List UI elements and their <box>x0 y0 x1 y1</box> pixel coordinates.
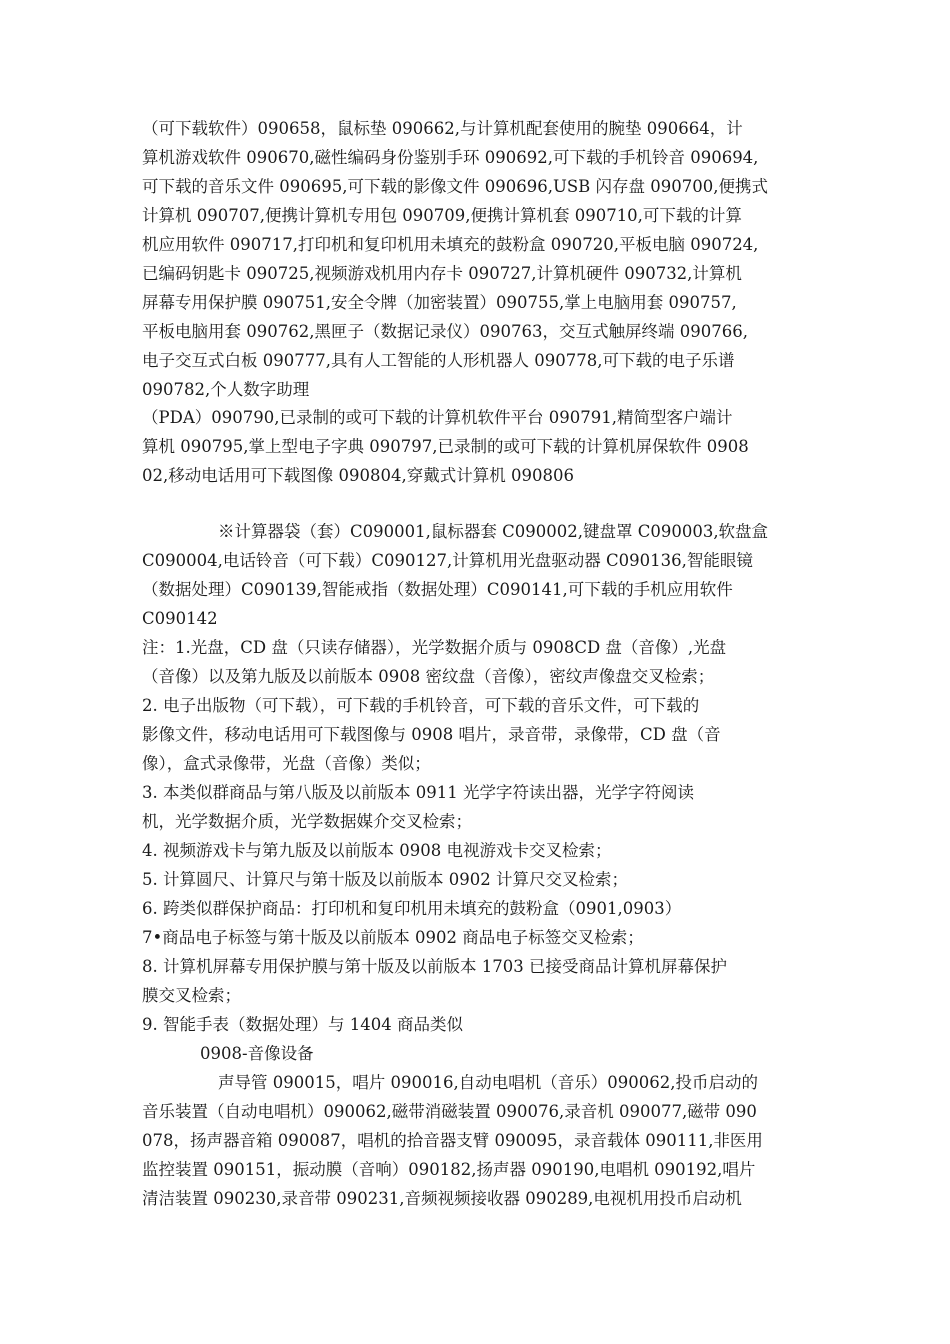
text-line: 清洁装置 090230,录音带 090231,音频视频接收器 090289,电视机用投币启动机 <box>142 1189 742 1208</box>
text-line: 膜交叉检索； <box>142 986 241 1005</box>
text-line: （PDA）090790,已录制的或可下载的计算机软件平台 090791,精简型客户端计 <box>142 408 733 427</box>
text-line: （可下载软件）090658，鼠标垫 090662,与计算机配套使用的腕垫 090664，计 <box>142 119 743 138</box>
text-line: 3. 本类似群商品与第八版及以前版本 0911 光学字符读出器，光学字符阅读 <box>142 783 694 802</box>
text-line: 7•商品电子标签与第十版及以前版本 0902 商品电子标签交叉检索； <box>142 928 644 947</box>
text-line: C090004,电话铃音（可下载）C090127,计算机用光盘驱动器 C090136,智能眼镜 <box>142 551 753 570</box>
text-line: 078，扬声器音箱 090087，唱机的拾音器支臂 090095，录音载体 090111,非医用 <box>142 1131 763 1150</box>
text-line: 电子交互式白板 090777,具有人工智能的人形机器人 090778,可下载的电子乐谱 <box>142 351 735 370</box>
text-line: 算机 090795,掌上型电子字典 090797,已录制的或可下载的计算机屏保软件 0908 <box>142 437 749 456</box>
text-line: 监控装置 090151，振动膜（音响）090182,扬声器 090190,电唱机 090192,唱片 <box>142 1160 756 1179</box>
text-line: 02,移动电话用可下载图像 090804,穿戴式计算机 090806 <box>142 466 574 485</box>
text-line: 影像文件，移动电话用可下载图像与 0908 唱片，录音带，录像带，CD 盘（音 <box>142 725 721 744</box>
text-line: C090142 <box>142 609 218 628</box>
text-line: 2. 电子出版物（可下载），可下载的手机铃音，可下载的音乐文件，可下载的 <box>142 696 700 715</box>
text-line: （音像）以及第九版及以前版本 0908 密纹盘（音像），密纹声像盘交叉检索； <box>142 667 715 686</box>
text-line: 声导管 090015，唱片 090016,自动电唱机（音乐）090062,投币启动的 <box>218 1073 758 1092</box>
text-line: 计算机 090707,便携计算机专用包 090709,便携计算机套 090710,可下载的计算 <box>142 206 742 225</box>
text-line: 9. 智能手表（数据处理）与 1404 商品类似 <box>142 1015 463 1034</box>
section-heading: 0908-音像设备 <box>200 1044 314 1063</box>
text-line: 算机游戏软件 090670,磁性编码身份鉴别手环 090692,可下载的手机铃音 090694, <box>142 148 759 167</box>
text-line: 可下载的音乐文件 090695,可下载的影像文件 090696,USB 闪存盘 090700,便携式 <box>142 177 769 196</box>
text-line: 8. 计算机屏幕专用保护膜与第十版及以前版本 1703 已接受商品计算机屏幕保护 <box>142 957 727 976</box>
text-line: 像），盒式录像带，光盘（音像）类似； <box>142 754 431 773</box>
text-line: 音乐装置（自动电唱机）090062,磁带消磁装置 090076,录音机 090077,磁带 090 <box>142 1102 757 1121</box>
text-line: （数据处理）C090139,智能戒指（数据处理）C090141,可下载的手机应用软件 <box>142 580 733 599</box>
text-line: 6. 跨类似群保护商品：打印机和复印机用未填充的鼓粉盒（0901,0903） <box>142 899 682 918</box>
text-line: 5. 计算圆尺、计算尺与第十版及以前版本 0902 计算尺交叉检索； <box>142 870 628 889</box>
text-line: 注：1.光盘，CD 盘（只读存储器），光学数据介质与 0908CD 盘（音像）,光盘 <box>142 638 727 657</box>
text-line: 090782,个人数字助理 <box>142 380 310 399</box>
text-line: ※计算器袋（套）C090001,鼠标器套 C090002,键盘罩 C090003,软盘盒 <box>218 522 769 541</box>
text-line: 平板电脑用套 090762,黑匣子（数据记录仪）090763，交互式触屏终端 090766, <box>142 322 748 341</box>
text-line: 机应用软件 090717,打印机和复印机用未填充的鼓粉盒 090720,平板电脑 090724, <box>142 235 759 254</box>
text-line: 4. 视频游戏卡与第九版及以前版本 0908 电视游戏卡交叉检索； <box>142 841 612 860</box>
text-line: 机，光学数据介质，光学数据媒介交叉检索； <box>142 812 472 831</box>
text-line: 已编码钥匙卡 090725,视频游戏机用内存卡 090727,计算机硬件 090732,计算机 <box>142 264 742 283</box>
text-line: 屏幕专用保护膜 090751,安全令牌（加密装置）090755,掌上电脑用套 090757, <box>142 293 737 312</box>
